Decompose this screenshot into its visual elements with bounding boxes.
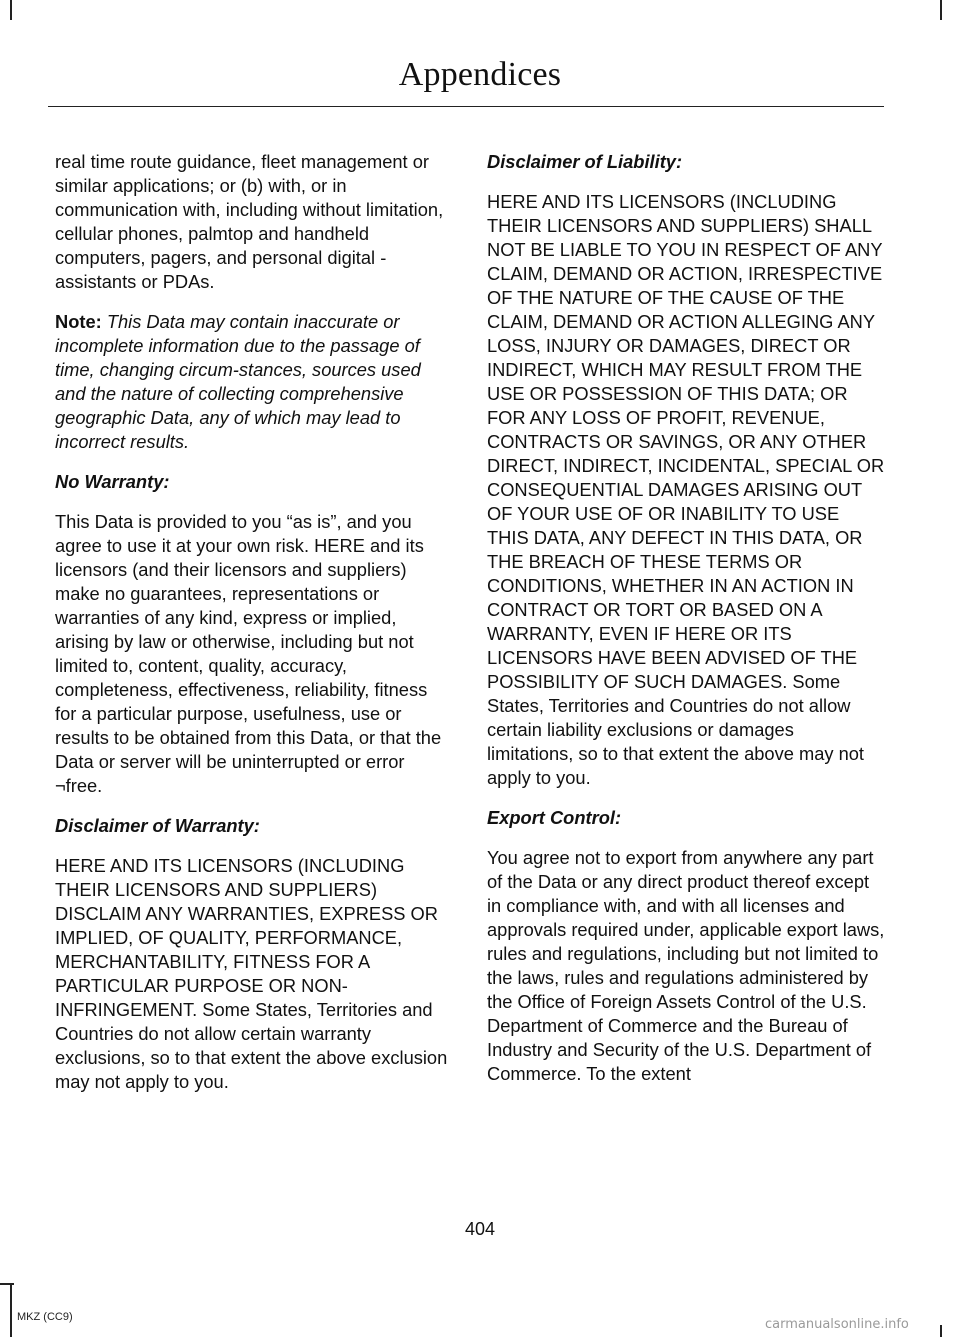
note-text: This Data may contain inaccurate or incomplete information due to the passage of time, changing circum-stances, sources used and the nature of collecting comprehensive geographic Data, any of which may lead to incorrect results. [55,311,421,452]
crop-mark-top-right [940,0,942,20]
note-label: Note: [55,311,102,332]
model-code: MKZ (CC9) [17,1311,73,1323]
watermark-text: carmanualsonline.info [765,1317,909,1332]
crop-mark-bottom-left-horizontal [0,1283,14,1285]
heading-disclaimer-liability: Disclaimer of Liability: [487,151,683,172]
heading-export-control: Export Control: [487,807,622,828]
note-paragraph [55,310,453,454]
left-column [55,150,453,1110]
title-divider [48,106,884,107]
crop-mark-bottom-left [10,1285,12,1337]
paragraph-route-guidance: real time route guidance, fleet management or similar applications; or (b) with, or in communication with, including without limitation, cellular phones, palmtop and handheld computers, pagers, and personal digital -assistants or PDAs. [55,151,444,292]
page-title: Appendices [398,56,562,93]
page-number: 404 [464,1219,496,1239]
paragraph-no-warranty: This Data is provided to you “as is”, and you agree to use it at your own risk. HERE and its licensors (and their licensors and suppliers) make no guarantees, representations or warranties of any kind, express or implied, arising by law or otherwise, including but not limited to, content, quality, accuracy, completeness, effectiveness, reliability, fitness for a particular purpose, usefulness, use or results to be obtained from this Data, or that the Data or server will be uninterrupted or error ¬free. [55,511,442,796]
crop-mark-top-left [10,0,12,20]
paragraph-disclaimer-warranty: HERE AND ITS LICENSORS (INCLUDING THEIR LICENSORS AND SUPPLIERS) DISCLAIM ANY WARRANTIES, EXPRESS OR IMPLIED, OF QUALITY, PERFORMANCE, MERCHANTABILITY, FITNESS FOR A PARTICULAR PURPOSE OR NON-INFRINGEMENT. Some States, Territories and Countries do not allow certain warranty exclusions, so to that extent the above exclusion may not apply to you. [55,855,448,1092]
right-column [487,150,885,1102]
paragraph-disclaimer-liability: HERE AND ITS LICENSORS (INCLUDING THEIR LICENSORS AND SUPPLIERS) SHALL NOT BE LIABLE TO YOU IN RESPECT OF ANY CLAIM, DEMAND OR ACTION, IRRESPECTIVE OF THE NATURE OF THE CAUSE OF THE CLAIM, DEMAND OR ACTION ALLEGING ANY LOSS, INJURY OR DAMAGES, DIRECT OR INDIRECT, WHICH MAY RESULT FROM THE USE OR POSSESSION OF THIS DATA; OR FOR ANY LOSS OF PROFIT, REVENUE, CONTRACTS OR SAVINGS, OR ANY OTHER DIRECT, INDIRECT, INCIDENTAL, SPECIAL OR CONSEQUENTIAL DAMAGES ARISING OUT OF YOUR USE OF OR INABILITY TO USE THIS DATA, ANY DEFECT IN THIS DATA, OR THE BREACH OF THESE TERMS OR CONDITIONS, WHETHER IN AN ACTION IN CONTRACT OR TORT OR BASED ON A WARRANTY, EVEN IF HERE OR ITS LICENSORS HAVE BEEN ADVISED OF THE POSSIBILITY OF SUCH DAMAGES. Some States, Territories and Countries do not allow certain liability exclusions or damages limitations, so to that extent the above may not apply to you. [487,191,885,788]
crop-mark-bottom-right [940,1325,942,1337]
heading-no-warranty: No Warranty: [55,471,170,492]
paragraph-export-control: You agree not to export from anywhere any part of the Data or any direct product thereof except in compliance with, and with all licenses and approvals required under, applicable export laws, rules and regulations, including but not limited to the laws, rules and regulations administered by the Office of Foreign Assets Control of the U.S. Department of Commerce and the Bureau of Industry and Security of the U.S. Department of Commerce. To the extent [487,847,885,1084]
heading-disclaimer-warranty: Disclaimer of Warranty: [55,815,260,836]
